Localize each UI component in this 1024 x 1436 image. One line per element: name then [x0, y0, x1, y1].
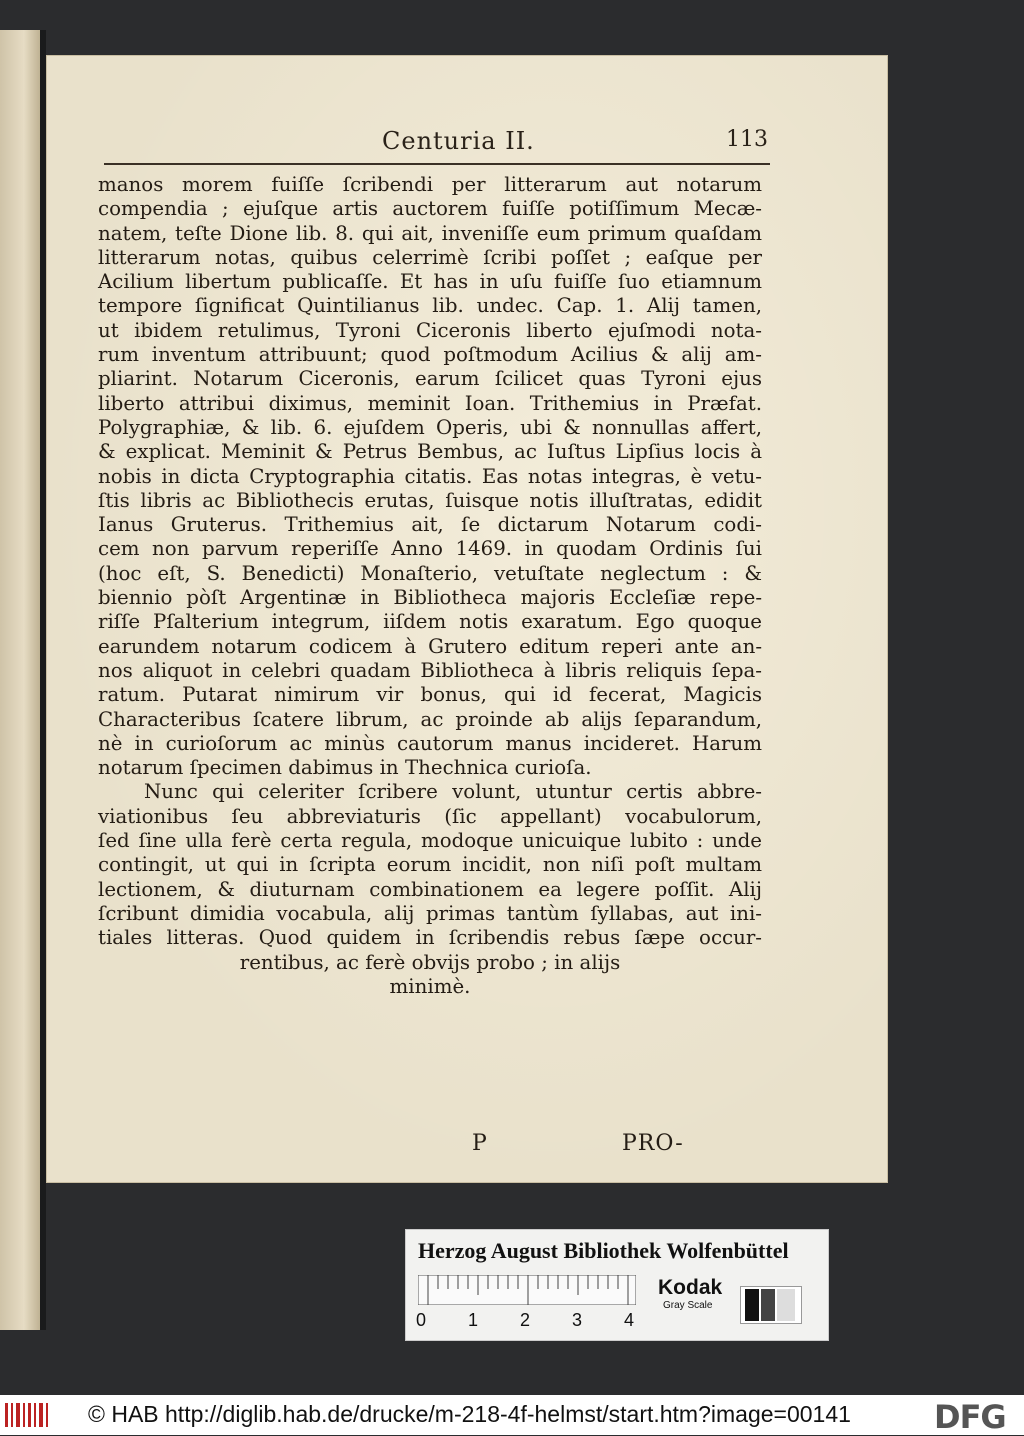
scale-label: 2 [520, 1310, 531, 1330]
text-line: & explicat. Meminit & Petrus Bembus, ac Iuſtus Lipſius locis à [98, 440, 762, 464]
text-line: liberto attribui diximus, meminit Ioan. Trithemius in Præfat. [98, 391, 762, 415]
text-line: Nunc qui celeriter ſcribere volunt, utuntur certis abbre- [144, 780, 762, 804]
text-line: rentibus, ac ferè obvijs probo ; in alijs [239, 950, 621, 974]
scale-labels [416, 1310, 646, 1332]
text-line: ut ibidem retulimus, Tyroni Ciceronis liberto ejuſmodi nota- [98, 318, 762, 342]
text-line: natem, teſte Dione lib. 8. qui ait, inveniſſe eum primum quaſdam [98, 221, 762, 245]
book-page [46, 55, 888, 1183]
text-line: minimè. [389, 974, 471, 998]
text-line: viationibus ſeu abbreviaturis (ſic appellant) vocabulorum, [98, 804, 762, 828]
text-line: cem non parvum reperiſſe Anno 1469. in quodam Ordinis ſui [98, 537, 762, 561]
scale-label: 3 [572, 1310, 583, 1330]
text-line: ſcribunt dimidia vocabula, alij primas tantùm ſyllabas, aut ini- [98, 901, 762, 925]
header-rule [104, 163, 770, 165]
text-line: rum inventum attribuunt; quod poſtmodum Acilius & alij am- [98, 343, 762, 367]
text-line: Ianus Gruterus. Trithemius ait, ſe dictarum Notarum codi- [98, 513, 762, 537]
text-line: nè in curioſorum ac minùs cautorum manus incideret. Harum [98, 731, 762, 755]
text-line: contingit, ut qui in ſcripta eorum incidit, non niſi poſt multam [98, 853, 762, 877]
text-line: Characteribus ſcatere librum, ac proinde ab alijs ſeparandum, [98, 707, 762, 731]
signature-mark: P [472, 1131, 487, 1156]
body-text [98, 173, 762, 999]
viewer-footer-bar [0, 1395, 1024, 1435]
scale-label: 1 [468, 1310, 479, 1330]
page-header [104, 127, 768, 161]
barcode-icon [4, 1401, 50, 1429]
text-line: nos aliquot in celebri quadam Bibliotheca à libris reliquis ſepa- [98, 658, 762, 682]
text-line: manos morem fuiſſe ſcribendi per litterarum aut notarum [98, 173, 762, 196]
text-line: Acilium libertum publicaſſe. Et has in uſu fuiſſe ſuo etiamnum [98, 270, 762, 294]
text-line: (hoc eſt, S. Benedicti) Monaſterio, vetuſtate neglectum : & [98, 561, 762, 585]
text-line: lectionem, & diuturnam combinationem ea legere poſſit. Alij [98, 877, 762, 901]
previous-page-edge [0, 30, 40, 1330]
text-line: pliarint. Notarum Ciceronis, earum ſcilicet quas Tyroni ejus [98, 367, 762, 391]
text-line: litterarum notas, quibus celerrimè ſcribi poſſet ; eaſque per [98, 245, 762, 269]
text-line: ratum. Putarat nimirum vir bonus, qui id fecerat, Magicis [98, 683, 762, 707]
gray-scale-patches [740, 1286, 802, 1324]
source-link[interactable]: © HAB http://diglib.hab.de/drucke/m-218-4f-helmst/start.htm?image=00141 [88, 1401, 851, 1427]
catchword: PRO- [622, 1131, 684, 1156]
library-name: Herzog August Bibliothek Wolfenbüttel [418, 1238, 789, 1263]
text-line: riſſe Pſalterium integrum, iiſdem notis exaratum. Ego quoque [98, 610, 762, 634]
text-line: Polygraphiæ, & lib. 6. ejuſdem Operis, ubi & nonnullas affert, [98, 415, 762, 439]
page-footer [46, 1131, 888, 1171]
gray-scale-label: Gray Scale [663, 1300, 713, 1311]
kodak-logo: Kodak [658, 1276, 723, 1299]
dfg-logo: DFG [934, 1398, 1006, 1436]
text-line: earundem notarum codicem à Grutero editum reperi ante an- [98, 634, 762, 658]
running-title: Centuria II. [382, 127, 535, 155]
text-line: compendia ; ejuſque artis auctorem fuiſſe potiſſimum Mecæ- [98, 197, 762, 221]
scale-ruler [418, 1275, 636, 1305]
text-line: nobis in dicta Cryptographia citatis. Eas notas integras, è vetu- [98, 464, 762, 488]
text-line: notarum ſpecimen dabimus in Thechnica curioſa. [98, 756, 592, 780]
scale-label: 0 [416, 1310, 427, 1330]
text-line: ſed ſine ulla ferè certa regula, modoque unicuique lubito : unde [98, 829, 762, 853]
page-number: 113 [726, 127, 768, 152]
text-line: ſtis libris ac Bibliothecis erutas, ſuisque notis illuſtratas, edidit [98, 488, 762, 512]
scale-label: 4 [624, 1310, 635, 1330]
library-label-card [405, 1229, 829, 1341]
text-line: tempore ſignificat Quintilianus lib. undec. Cap. 1. Alij tamen, [98, 294, 762, 318]
text-line: tiales litteras. Quod quidem in ſcribendis rebus ſæpe occur- [98, 926, 762, 950]
text-line: biennio pòſt Argentinæ in Bibliotheca majoris Eccleſiæ repe- [98, 586, 762, 610]
